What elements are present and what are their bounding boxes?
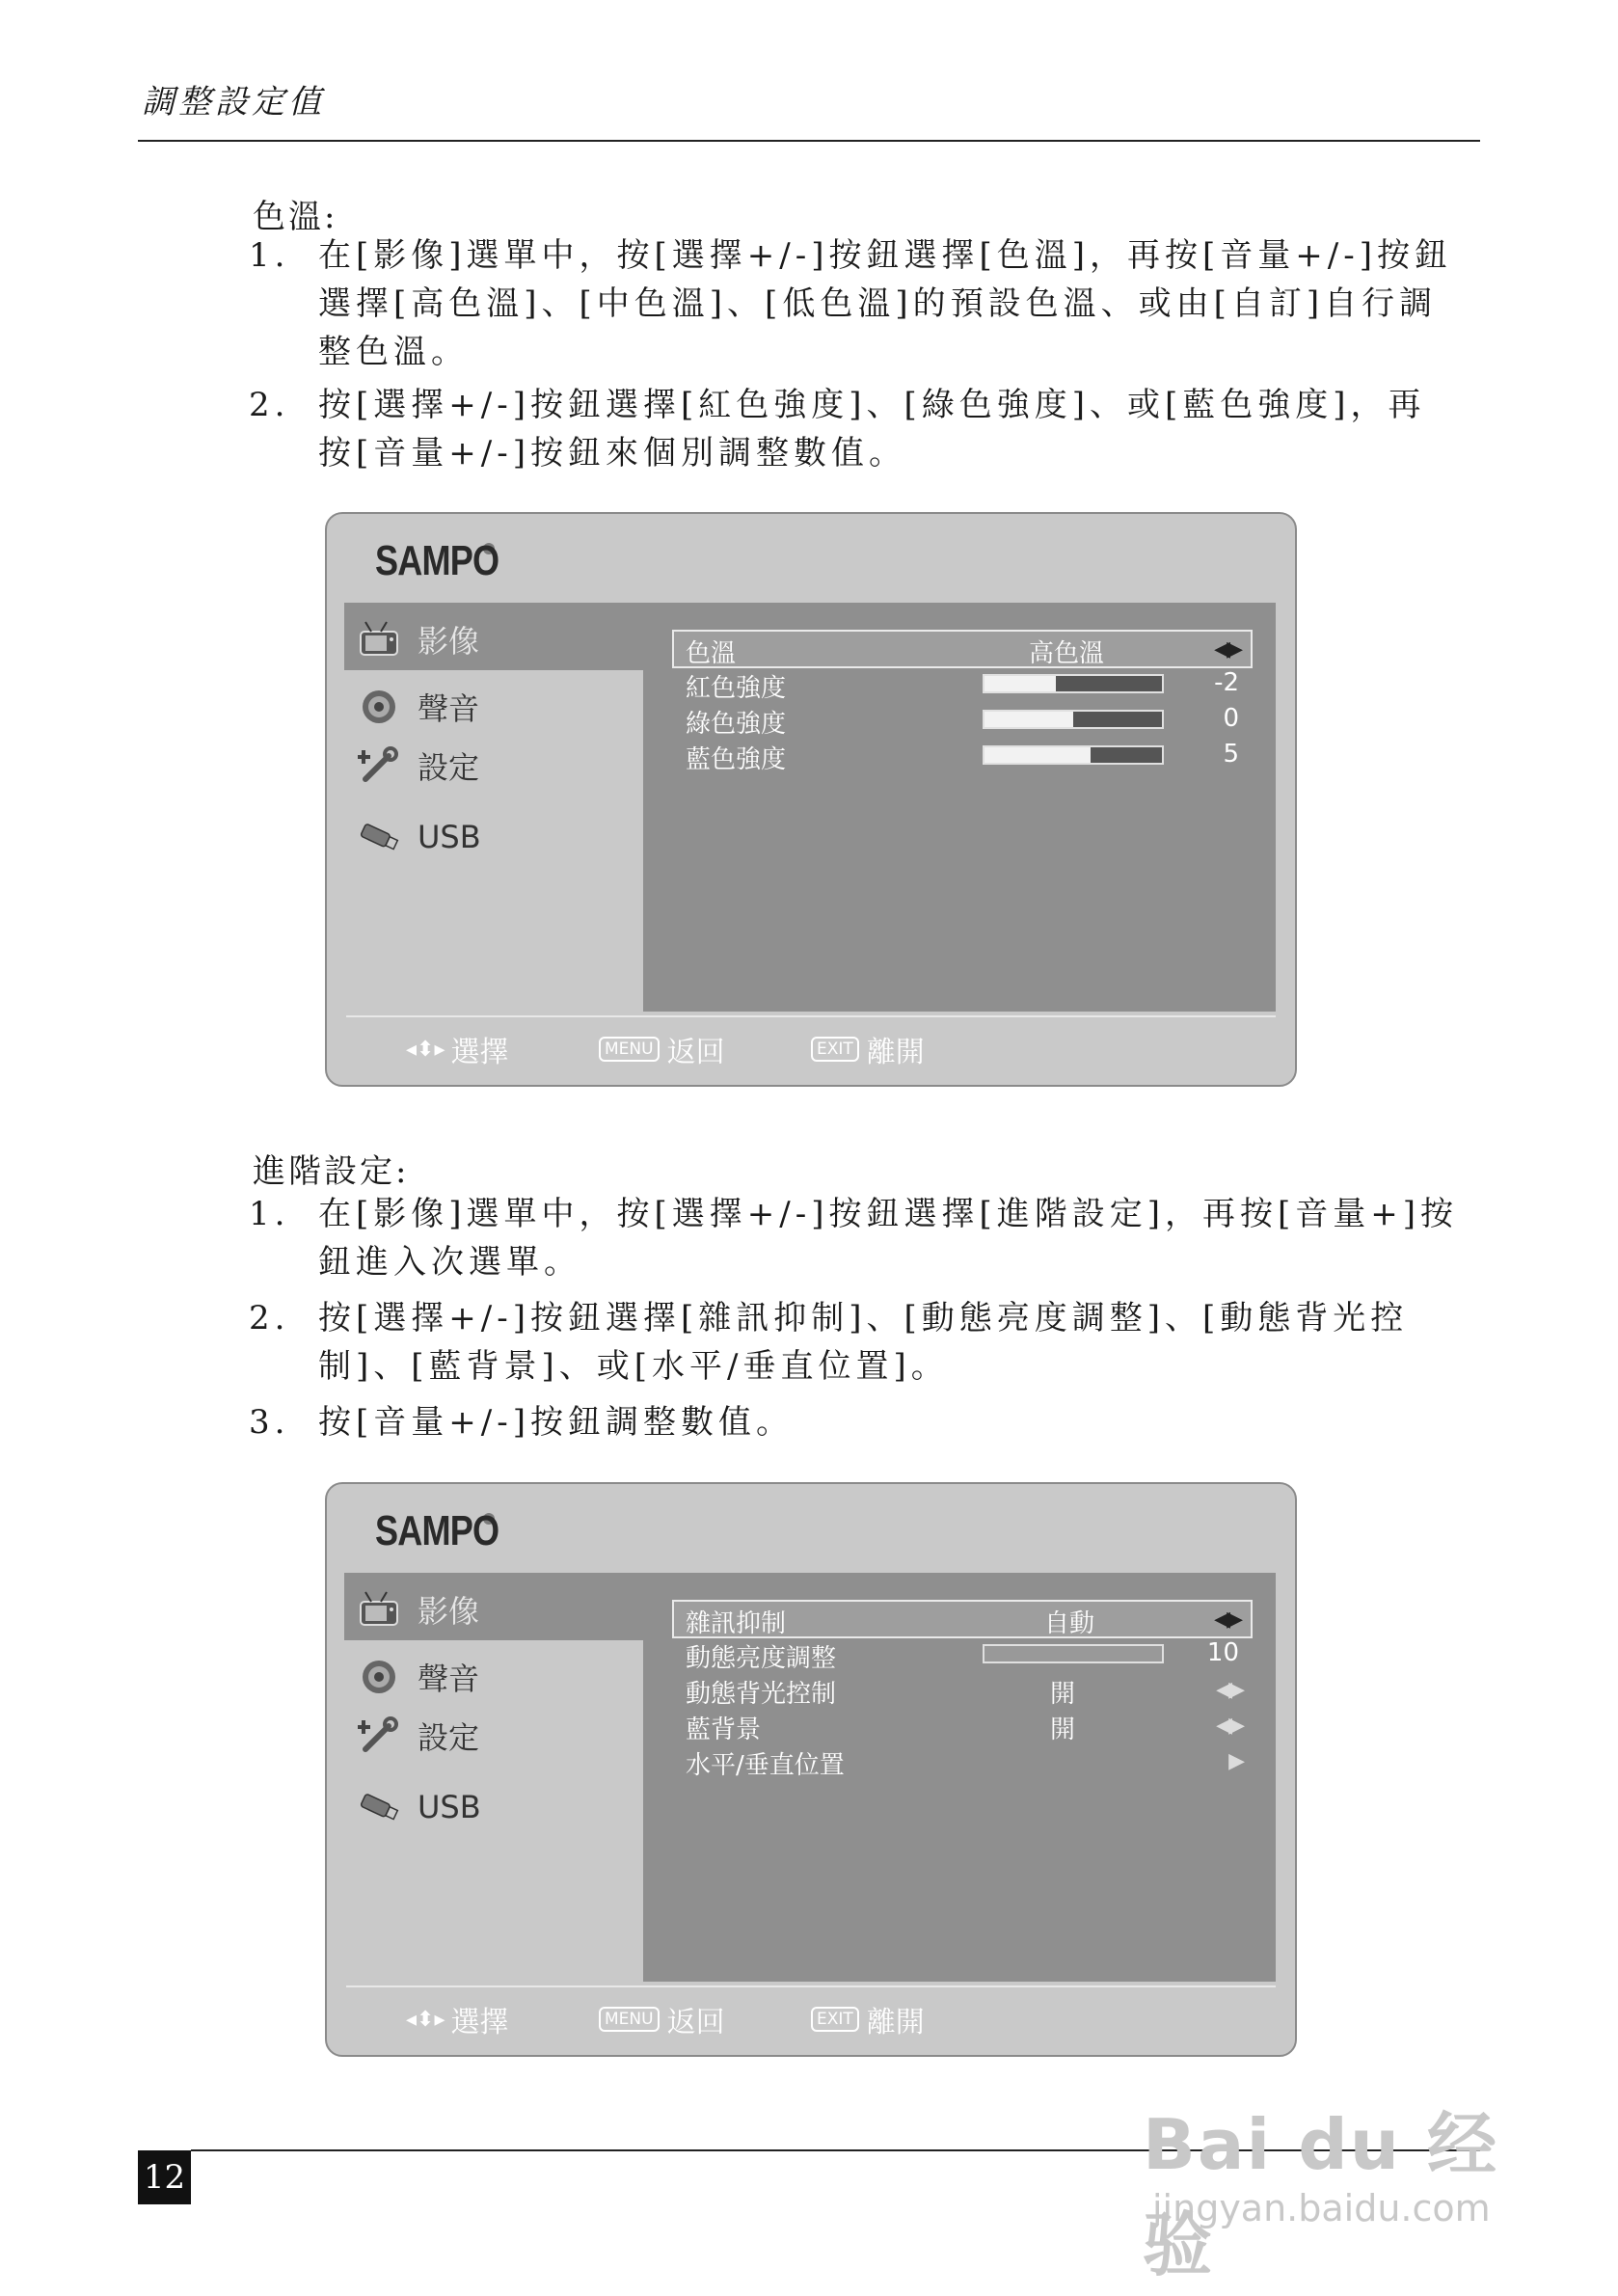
footer-menu-hint[interactable] — [599, 1995, 725, 2043]
step-line: 鈕進入次選單。 — [318, 1243, 581, 1282]
step-number: 1. — [249, 1195, 290, 1233]
osd-footer-divider — [346, 1985, 1276, 1987]
sidebar-item-settings[interactable] — [358, 1712, 479, 1760]
slider-fill — [984, 747, 1091, 763]
row-label: 綠色強度 — [686, 710, 787, 739]
sidebar-item-label: USB — [418, 1789, 481, 1825]
speaker-icon — [358, 688, 400, 726]
level-slider[interactable] — [983, 1644, 1164, 1663]
row-value: 開 — [1050, 1715, 1076, 1744]
step-line: 按[選擇+/-]按鈕選擇[雜訊抑制]、[動態亮度調整]、[動態背光控 — [318, 1299, 1409, 1337]
osd-screen-advanced — [325, 1482, 1297, 2057]
footer-select-hint — [406, 1025, 509, 1073]
settings-row-blue-intensity[interactable] — [674, 738, 1253, 772]
level-slider[interactable] — [983, 674, 1164, 693]
step-line: 制]、[藍背景]、或[水平/垂直位置]。 — [318, 1347, 949, 1386]
step-line: 在[影像]選單中，按[選擇+/-]按鈕選擇[色溫]，再按[音量+/-]按鈕 — [318, 236, 1452, 275]
left-right-arrows-icon[interactable]: ◀▶ — [1214, 637, 1239, 662]
step-number: 2. — [249, 1299, 290, 1337]
step-item — [249, 231, 1483, 376]
row-label: 水平/垂直位置 — [686, 1751, 845, 1780]
row-number: 10 — [1206, 1638, 1239, 1667]
settings-row-color-temp[interactable] — [672, 630, 1253, 668]
step-line: 按[音量+/-]按鈕來個別調整數值。 — [318, 434, 906, 473]
menu-key: MENU — [599, 1037, 660, 1062]
footer-select-hint — [406, 1995, 509, 2043]
sidebar-item-label: 聲音 — [418, 1661, 480, 1697]
sidebar-item-label: 設定 — [418, 749, 480, 786]
header-divider — [138, 140, 1480, 142]
watermark-url: jingyan.baidu.com — [1152, 2187, 1491, 2229]
sidebar-item-label: 設定 — [418, 1719, 480, 1756]
step-number: 1. — [249, 236, 290, 275]
slider-fill — [984, 712, 1073, 727]
row-value: 開 — [1050, 1680, 1076, 1709]
tv-icon — [358, 1590, 400, 1629]
footer-menu-hint[interactable] — [599, 1025, 725, 1073]
row-number: 5 — [1223, 740, 1239, 769]
row-number: -2 — [1214, 668, 1239, 697]
step-line: 按[音量+/-]按鈕調整數值。 — [318, 1403, 794, 1442]
sidebar-item-label: 影像 — [418, 623, 480, 660]
settings-row-green-intensity[interactable] — [674, 702, 1253, 737]
row-label: 藍背景 — [686, 1715, 762, 1744]
left-right-arrows-icon[interactable]: ◀▶ — [1216, 1714, 1241, 1738]
settings-row-position[interactable] — [674, 1743, 1253, 1778]
step-line: 在[影像]選單中，按[選擇+/-]按鈕選擇[進階設定]，再按[音量+]按 — [318, 1195, 1459, 1233]
footer-label: 返回 — [666, 1036, 725, 1069]
wrench-icon — [358, 1716, 400, 1755]
footer-label: 返回 — [666, 2006, 725, 2039]
settings-row-red-intensity[interactable] — [674, 666, 1253, 701]
page-header-title: 調整設定值 — [142, 83, 325, 122]
sidebar-item-label: 聲音 — [418, 690, 480, 727]
footer-label: 選擇 — [450, 1036, 509, 1069]
row-label: 動態背光控制 — [686, 1680, 837, 1709]
sidebar-item-sound[interactable] — [358, 683, 479, 731]
step-item — [249, 381, 1483, 477]
row-label: 動態亮度調整 — [686, 1644, 837, 1673]
settings-row-dynamic-brightness[interactable] — [674, 1636, 1253, 1671]
left-right-arrows-icon[interactable]: ◀▶ — [1214, 1607, 1239, 1632]
footer-label: 離開 — [866, 1036, 925, 1069]
row-label: 色溫 — [686, 639, 737, 668]
sidebar-item-label: 影像 — [418, 1593, 480, 1630]
step-line: 整色溫。 — [318, 333, 469, 371]
settings-row-noise-reduction[interactable] — [672, 1600, 1253, 1638]
sidebar-item-usb[interactable] — [358, 1783, 481, 1831]
osd-footer-divider — [346, 1015, 1276, 1017]
exit-key: EXIT — [811, 1037, 859, 1062]
step-line: 選擇[高色溫]、[中色溫]、[低色溫]的預設色溫、或由[自訂]自行調 — [318, 284, 1438, 323]
sidebar-item-sound[interactable] — [358, 1653, 479, 1701]
section-heading-color-temp: 色溫: — [253, 198, 338, 236]
settings-row-blue-background[interactable] — [674, 1708, 1253, 1742]
logo-text: SAMPO — [375, 1507, 499, 1554]
tv-icon — [358, 620, 400, 659]
footer-exit-hint[interactable] — [811, 1995, 925, 2043]
baidu-watermark — [1143, 2064, 1528, 2285]
sidebar-item-label: USB — [418, 819, 481, 855]
step-line: 按[選擇+/-]按鈕選擇[紅色強度]、[綠色強度]、或[藍色強度]，再 — [318, 386, 1426, 424]
sidebar-item-picture[interactable] — [358, 1585, 479, 1634]
row-label: 紅色強度 — [686, 674, 787, 703]
footer-label: 離開 — [866, 2006, 925, 2039]
osd-screen-color-temp — [325, 512, 1297, 1087]
step-item — [249, 1294, 1483, 1391]
step-item — [249, 1398, 1483, 1446]
wrench-icon — [358, 746, 400, 785]
row-label: 雜訊抑制 — [686, 1609, 787, 1638]
nav-arrows-icon: ◂⬍▸ — [406, 2007, 445, 2032]
sidebar-item-picture[interactable] — [358, 615, 479, 663]
step-number: 3. — [249, 1403, 290, 1442]
usb-drive-icon — [358, 1788, 400, 1826]
right-arrow-icon[interactable]: ▶ — [1228, 1749, 1241, 1773]
watermark-brand: Bai du 经验 — [1143, 2104, 1499, 2285]
step-number: 2. — [249, 386, 290, 424]
speaker-icon — [358, 1658, 400, 1696]
section-heading-advanced: 進階設定: — [253, 1152, 410, 1191]
sidebar-item-settings[interactable] — [358, 742, 479, 790]
level-slider[interactable] — [983, 710, 1164, 729]
level-slider[interactable] — [983, 745, 1164, 765]
row-value: 自動 — [1044, 1609, 1095, 1638]
nav-arrows-icon: ◂⬍▸ — [406, 1037, 445, 1062]
row-number: 0 — [1223, 704, 1239, 733]
row-value: 高色溫 — [1029, 639, 1105, 668]
settings-row-dynamic-backlight[interactable] — [674, 1672, 1253, 1707]
left-right-arrows-icon[interactable]: ◀▶ — [1216, 1678, 1241, 1702]
footer-exit-hint[interactable] — [811, 1025, 925, 1073]
row-label: 藍色強度 — [686, 745, 787, 774]
slider-fill — [984, 676, 1056, 691]
sidebar-item-usb[interactable] — [358, 813, 481, 861]
page-number: 12 — [138, 2150, 191, 2204]
menu-key: MENU — [599, 2007, 660, 2032]
footer-label: 選擇 — [450, 2006, 509, 2039]
step-item — [249, 1190, 1483, 1286]
exit-key: EXIT — [811, 2007, 859, 2032]
logo-text: SAMPO — [375, 537, 499, 584]
usb-drive-icon — [358, 818, 400, 856]
